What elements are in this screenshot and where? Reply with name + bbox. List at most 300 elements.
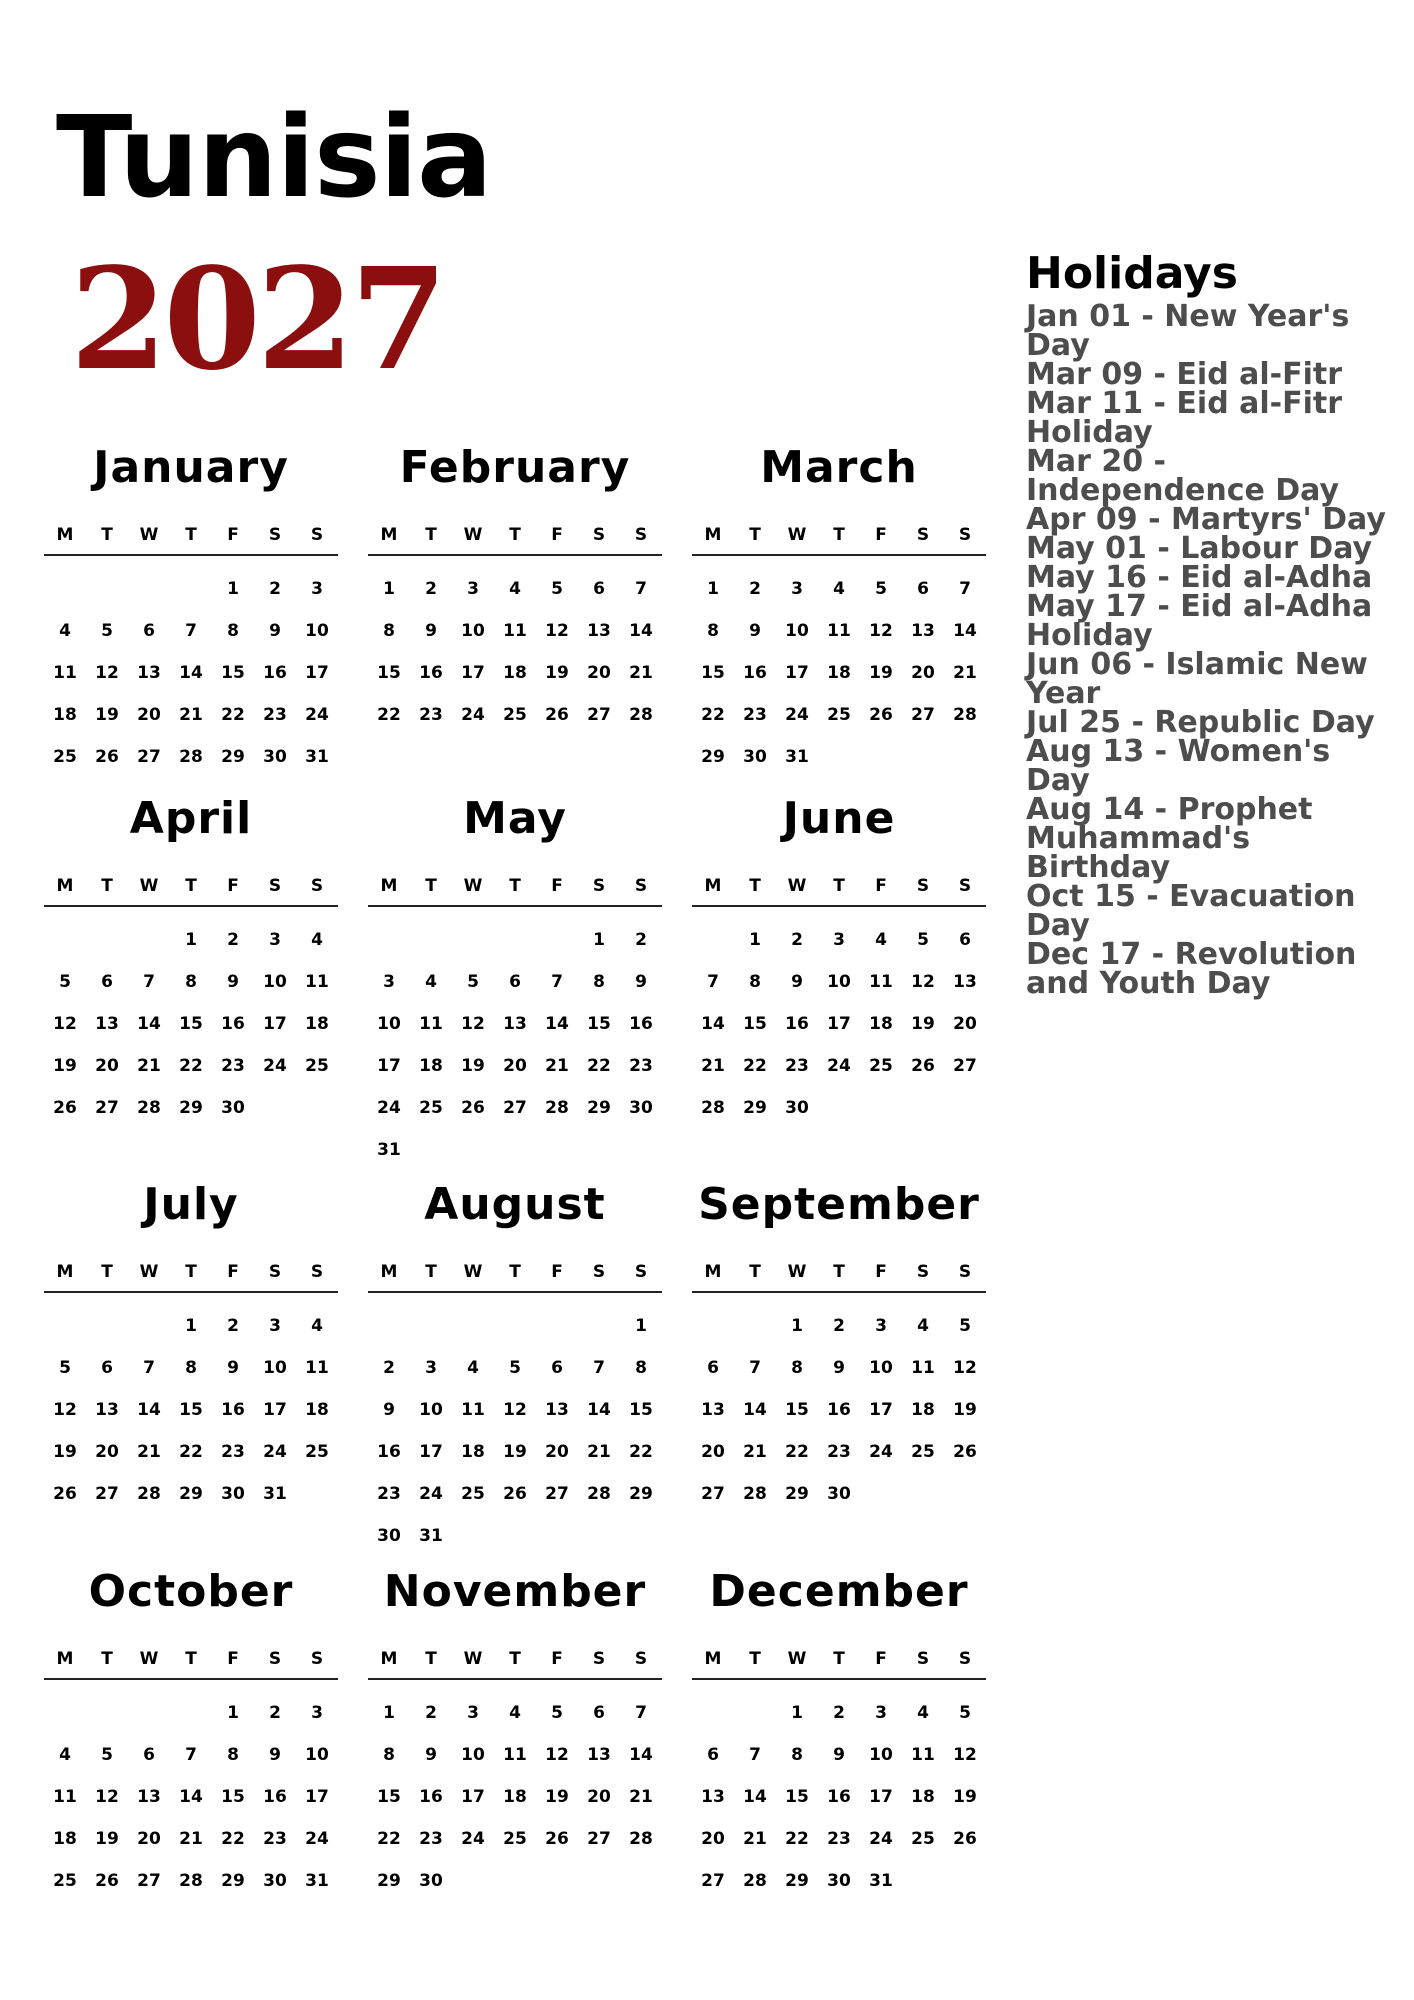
day-cell: 21 <box>179 705 203 725</box>
empty-day-cell <box>86 1692 128 1734</box>
empty-day-cell <box>128 1692 170 1734</box>
weekday-header <box>692 1648 986 1680</box>
day-cell: 15 <box>377 663 401 683</box>
weekday-label: T <box>101 1649 113 1669</box>
day-cell: 8 <box>791 1358 803 1378</box>
day-cell: 23 <box>785 1056 809 1076</box>
day-cell: 28 <box>743 1871 767 1891</box>
day-cell: 9 <box>269 1745 281 1765</box>
weekday-label: F <box>875 876 887 896</box>
weekday-label: T <box>101 1262 113 1282</box>
day-cell: 18 <box>461 1442 485 1462</box>
day-cell: 5 <box>59 1358 71 1378</box>
month-may <box>368 793 662 1171</box>
month-june <box>692 793 986 1129</box>
day-cell: 21 <box>545 1056 569 1076</box>
day-cell: 5 <box>959 1703 971 1723</box>
day-cell: 31 <box>785 747 809 767</box>
day-cell: 25 <box>911 1442 935 1462</box>
day-cell: 1 <box>791 1316 803 1336</box>
weekday-label: S <box>268 1262 282 1282</box>
weekday-label: W <box>139 876 159 896</box>
day-cell: 3 <box>311 1703 323 1723</box>
day-cell: 14 <box>137 1014 161 1034</box>
day-cell: 22 <box>785 1442 809 1462</box>
day-cell: 20 <box>137 705 161 725</box>
weekday-label: S <box>916 876 930 896</box>
day-cell: 13 <box>503 1014 527 1034</box>
day-cell: 19 <box>461 1056 485 1076</box>
holiday-item: Apr 09 - Martyrs' Day <box>1026 502 1386 537</box>
weekday-label: W <box>463 525 483 545</box>
day-cell: 24 <box>869 1829 893 1849</box>
day-cell: 5 <box>59 972 71 992</box>
month-november <box>368 1566 662 1902</box>
day-cell: 4 <box>509 579 521 599</box>
day-cell: 4 <box>917 1316 929 1336</box>
day-cell: 22 <box>701 705 725 725</box>
day-cell: 29 <box>701 747 725 767</box>
day-cell: 17 <box>263 1400 287 1420</box>
day-cell: 7 <box>551 972 563 992</box>
day-cell: 11 <box>461 1400 485 1420</box>
day-cell: 24 <box>419 1484 443 1504</box>
day-cell: 16 <box>263 1787 287 1807</box>
day-cell: 13 <box>137 1787 161 1807</box>
day-cell: 11 <box>503 1745 527 1765</box>
day-cell: 15 <box>785 1400 809 1420</box>
day-cell: 4 <box>467 1358 479 1378</box>
day-cell: 7 <box>707 972 719 992</box>
day-cell: 20 <box>911 663 935 683</box>
weekday-header <box>44 1648 338 1680</box>
holiday-item: May 16 - Eid al-Adha <box>1026 560 1373 595</box>
empty-day-cell <box>128 1305 170 1347</box>
weekday-label: M <box>380 525 398 545</box>
day-cell: 2 <box>269 579 281 599</box>
day-cell: 10 <box>263 972 287 992</box>
day-cell: 25 <box>419 1098 443 1118</box>
day-cell: 29 <box>785 1871 809 1891</box>
day-cell: 27 <box>587 705 611 725</box>
empty-day-cell <box>368 919 410 961</box>
day-cell: 21 <box>953 663 977 683</box>
day-cell: 2 <box>749 579 761 599</box>
day-cell: 15 <box>743 1014 767 1034</box>
month-january <box>44 442 338 778</box>
day-cell: 19 <box>545 663 569 683</box>
day-cell: 9 <box>833 1358 845 1378</box>
day-cell: 1 <box>185 930 197 950</box>
day-cell: 24 <box>263 1442 287 1462</box>
day-cell: 12 <box>911 972 935 992</box>
day-cell: 17 <box>785 663 809 683</box>
weekday-label: S <box>310 1649 324 1669</box>
day-cell: 23 <box>629 1056 653 1076</box>
weekday-header <box>692 1261 986 1293</box>
weekday-label: S <box>592 876 606 896</box>
weekday-label: M <box>380 1649 398 1669</box>
day-cell: 16 <box>827 1787 851 1807</box>
day-cell: 1 <box>635 1316 647 1336</box>
day-cell: 4 <box>311 1316 323 1336</box>
day-cell: 13 <box>95 1400 119 1420</box>
weekday-label: S <box>916 1649 930 1669</box>
day-cell: 14 <box>743 1400 767 1420</box>
weekday-label: T <box>185 876 197 896</box>
day-cell: 25 <box>911 1829 935 1849</box>
day-cell: 20 <box>587 1787 611 1807</box>
day-cell: 4 <box>509 1703 521 1723</box>
day-cell: 11 <box>419 1014 443 1034</box>
day-cell: 21 <box>701 1056 725 1076</box>
day-cell: 24 <box>827 1056 851 1076</box>
day-cell: 3 <box>269 1316 281 1336</box>
day-cell: 8 <box>227 1745 239 1765</box>
month-july <box>44 1179 338 1515</box>
day-cell: 17 <box>869 1400 893 1420</box>
month-title: March <box>760 442 918 493</box>
weekday-label: S <box>958 1649 972 1669</box>
day-cell: 4 <box>59 1745 71 1765</box>
day-cell: 1 <box>383 1703 395 1723</box>
day-cell: 23 <box>743 705 767 725</box>
day-cell: 22 <box>785 1829 809 1849</box>
day-cell: 1 <box>791 1703 803 1723</box>
day-grid <box>692 1692 986 1902</box>
weekday-label: S <box>268 876 282 896</box>
weekday-label: F <box>551 876 563 896</box>
holiday-item: May 01 - Labour Day <box>1026 531 1373 566</box>
day-cell: 19 <box>53 1442 77 1462</box>
weekday-label: F <box>551 1649 563 1669</box>
day-cell: 18 <box>419 1056 443 1076</box>
day-cell: 11 <box>53 663 77 683</box>
day-cell: 28 <box>137 1484 161 1504</box>
empty-day-cell <box>410 1305 452 1347</box>
day-cell: 17 <box>419 1442 443 1462</box>
day-cell: 1 <box>227 1703 239 1723</box>
month-august <box>368 1179 662 1557</box>
weekday-label: M <box>704 1262 722 1282</box>
day-cell: 10 <box>869 1358 893 1378</box>
day-grid <box>692 1305 986 1515</box>
weekday-label: T <box>425 1649 437 1669</box>
day-cell: 22 <box>743 1056 767 1076</box>
weekday-header <box>44 875 338 907</box>
weekday-label: S <box>268 1649 282 1669</box>
day-cell: 16 <box>827 1400 851 1420</box>
weekday-label: S <box>310 525 324 545</box>
day-cell: 10 <box>305 1745 329 1765</box>
day-cell: 26 <box>545 705 569 725</box>
day-cell: 2 <box>635 930 647 950</box>
holiday-item: Jun 06 - Islamic New Year <box>1026 647 1368 711</box>
empty-day-cell <box>494 1305 536 1347</box>
day-cell: 26 <box>869 705 893 725</box>
weekday-label: W <box>139 1649 159 1669</box>
weekday-header <box>44 1261 338 1293</box>
day-cell: 10 <box>785 621 809 641</box>
weekday-header <box>368 1261 662 1293</box>
day-cell: 20 <box>545 1442 569 1462</box>
day-cell: 26 <box>53 1484 77 1504</box>
holidays-title: Holidays <box>1026 248 1238 299</box>
weekday-label: S <box>310 876 324 896</box>
day-cell: 6 <box>101 972 113 992</box>
day-cell: 26 <box>953 1829 977 1849</box>
day-grid <box>44 1305 338 1515</box>
day-cell: 26 <box>461 1098 485 1118</box>
day-cell: 30 <box>827 1871 851 1891</box>
day-cell: 23 <box>419 705 443 725</box>
day-cell: 29 <box>221 1871 245 1891</box>
empty-day-cell <box>734 1305 776 1347</box>
day-cell: 13 <box>587 621 611 641</box>
day-cell: 25 <box>503 1829 527 1849</box>
weekday-label: T <box>425 1262 437 1282</box>
day-cell: 28 <box>629 1829 653 1849</box>
empty-day-cell <box>734 1692 776 1734</box>
day-cell: 16 <box>419 1787 443 1807</box>
month-title: April <box>129 793 253 844</box>
empty-day-cell <box>536 919 578 961</box>
weekday-label: T <box>509 525 521 545</box>
weekday-label: T <box>425 525 437 545</box>
day-cell: 19 <box>95 1829 119 1849</box>
weekday-label: T <box>833 525 845 545</box>
day-cell: 30 <box>377 1526 401 1546</box>
day-cell: 20 <box>587 663 611 683</box>
day-cell: 26 <box>545 1829 569 1849</box>
day-cell: 27 <box>701 1871 725 1891</box>
day-cell: 4 <box>833 579 845 599</box>
day-cell: 12 <box>461 1014 485 1034</box>
day-cell: 15 <box>179 1014 203 1034</box>
empty-day-cell <box>452 1305 494 1347</box>
day-cell: 11 <box>53 1787 77 1807</box>
month-title: December <box>709 1566 969 1617</box>
day-cell: 30 <box>629 1098 653 1118</box>
day-cell: 14 <box>179 1787 203 1807</box>
day-cell: 18 <box>503 663 527 683</box>
day-cell: 19 <box>869 663 893 683</box>
day-cell: 24 <box>377 1098 401 1118</box>
weekday-label: W <box>139 1262 159 1282</box>
day-cell: 5 <box>101 1745 113 1765</box>
day-cell: 7 <box>635 1703 647 1723</box>
day-cell: 25 <box>305 1056 329 1076</box>
day-cell: 12 <box>95 663 119 683</box>
day-cell: 8 <box>227 621 239 641</box>
day-cell: 15 <box>179 1400 203 1420</box>
day-cell: 16 <box>629 1014 653 1034</box>
day-cell: 1 <box>185 1316 197 1336</box>
day-cell: 9 <box>791 972 803 992</box>
weekday-label: M <box>380 876 398 896</box>
day-cell: 11 <box>305 972 329 992</box>
holiday-item: Mar 20 - Independence Day <box>1026 444 1340 508</box>
day-cell: 23 <box>221 1442 245 1462</box>
weekday-label: M <box>56 1262 74 1282</box>
weekday-label: T <box>509 1262 521 1282</box>
empty-day-cell <box>44 1305 86 1347</box>
day-cell: 25 <box>869 1056 893 1076</box>
day-cell: 8 <box>791 1745 803 1765</box>
weekday-label: T <box>833 1649 845 1669</box>
day-cell: 18 <box>869 1014 893 1034</box>
day-cell: 29 <box>179 1098 203 1118</box>
day-cell: 26 <box>95 747 119 767</box>
weekday-label: F <box>227 876 239 896</box>
weekday-label: M <box>56 1649 74 1669</box>
weekday-label: W <box>463 876 483 896</box>
day-cell: 6 <box>143 621 155 641</box>
day-cell: 7 <box>593 1358 605 1378</box>
day-cell: 3 <box>467 579 479 599</box>
day-cell: 4 <box>311 930 323 950</box>
day-cell: 29 <box>221 747 245 767</box>
day-cell: 8 <box>383 1745 395 1765</box>
day-cell: 12 <box>953 1358 977 1378</box>
day-cell: 2 <box>833 1703 845 1723</box>
day-cell: 14 <box>953 621 977 641</box>
day-cell: 27 <box>911 705 935 725</box>
weekday-header <box>368 1648 662 1680</box>
day-cell: 5 <box>467 972 479 992</box>
day-cell: 6 <box>959 930 971 950</box>
day-cell: 20 <box>95 1056 119 1076</box>
holiday-item: Mar 09 - Eid al-Fitr <box>1026 357 1343 392</box>
weekday-label: T <box>185 1649 197 1669</box>
month-title: July <box>143 1179 239 1230</box>
day-cell: 1 <box>707 579 719 599</box>
weekday-label: W <box>787 876 807 896</box>
month-december <box>692 1566 986 1902</box>
day-cell: 13 <box>701 1400 725 1420</box>
day-cell: 20 <box>95 1442 119 1462</box>
month-title: May <box>463 793 567 844</box>
day-cell: 5 <box>959 1316 971 1336</box>
weekday-label: S <box>958 525 972 545</box>
day-cell: 29 <box>743 1098 767 1118</box>
day-cell: 29 <box>179 1484 203 1504</box>
day-cell: 18 <box>827 663 851 683</box>
day-cell: 30 <box>785 1098 809 1118</box>
day-cell: 29 <box>785 1484 809 1504</box>
day-cell: 17 <box>869 1787 893 1807</box>
day-grid <box>368 1305 662 1557</box>
day-cell: 16 <box>263 663 287 683</box>
day-cell: 10 <box>419 1400 443 1420</box>
day-cell: 21 <box>743 1829 767 1849</box>
holiday-item: Jan 01 - New Year's Day <box>1026 299 1350 363</box>
day-cell: 22 <box>179 1056 203 1076</box>
day-cell: 17 <box>377 1056 401 1076</box>
day-cell: 19 <box>953 1400 977 1420</box>
day-cell: 2 <box>227 930 239 950</box>
day-cell: 28 <box>953 705 977 725</box>
day-cell: 28 <box>545 1098 569 1118</box>
weekday-label: T <box>425 876 437 896</box>
empty-day-cell <box>170 1692 212 1734</box>
weekday-label: W <box>463 1649 483 1669</box>
day-cell: 4 <box>425 972 437 992</box>
day-cell: 18 <box>911 1787 935 1807</box>
day-cell: 9 <box>635 972 647 992</box>
day-cell: 13 <box>953 972 977 992</box>
weekday-label: S <box>592 1649 606 1669</box>
day-cell: 3 <box>467 1703 479 1723</box>
empty-day-cell <box>410 919 452 961</box>
day-cell: 4 <box>59 621 71 641</box>
day-cell: 20 <box>701 1829 725 1849</box>
month-title: September <box>698 1179 980 1230</box>
day-cell: 17 <box>305 1787 329 1807</box>
day-grid <box>368 919 662 1171</box>
day-cell: 19 <box>95 705 119 725</box>
day-cell: 11 <box>305 1358 329 1378</box>
day-cell: 1 <box>593 930 605 950</box>
day-cell: 28 <box>137 1098 161 1118</box>
weekday-label: T <box>509 1649 521 1669</box>
day-cell: 7 <box>749 1358 761 1378</box>
day-cell: 13 <box>137 663 161 683</box>
holiday-list <box>1026 299 1398 1001</box>
day-cell: 8 <box>707 621 719 641</box>
day-cell: 27 <box>95 1484 119 1504</box>
day-cell: 6 <box>707 1745 719 1765</box>
weekday-label: S <box>916 525 930 545</box>
day-cell: 6 <box>707 1358 719 1378</box>
day-cell: 21 <box>629 1787 653 1807</box>
day-grid <box>692 919 986 1129</box>
day-cell: 19 <box>53 1056 77 1076</box>
day-cell: 15 <box>221 1787 245 1807</box>
day-cell: 2 <box>383 1358 395 1378</box>
day-cell: 27 <box>545 1484 569 1504</box>
day-cell: 11 <box>911 1745 935 1765</box>
day-cell: 8 <box>185 1358 197 1378</box>
day-cell: 22 <box>587 1056 611 1076</box>
day-cell: 8 <box>635 1358 647 1378</box>
day-cell: 22 <box>377 1829 401 1849</box>
weekday-header <box>44 524 338 556</box>
weekday-header <box>692 524 986 556</box>
empty-day-cell <box>128 568 170 610</box>
day-cell: 15 <box>629 1400 653 1420</box>
weekday-label: F <box>875 1262 887 1282</box>
day-cell: 27 <box>95 1098 119 1118</box>
month-march <box>692 442 986 778</box>
day-cell: 15 <box>701 663 725 683</box>
weekday-label: F <box>227 1649 239 1669</box>
day-cell: 18 <box>305 1400 329 1420</box>
day-grid <box>368 1692 662 1902</box>
day-cell: 28 <box>587 1484 611 1504</box>
day-cell: 23 <box>221 1056 245 1076</box>
day-cell: 1 <box>749 930 761 950</box>
day-cell: 25 <box>53 747 77 767</box>
month-title: October <box>88 1566 294 1617</box>
day-cell: 12 <box>95 1787 119 1807</box>
day-cell: 5 <box>917 930 929 950</box>
day-cell: 25 <box>53 1871 77 1891</box>
day-cell: 11 <box>911 1358 935 1378</box>
day-cell: 6 <box>593 1703 605 1723</box>
day-cell: 24 <box>461 1829 485 1849</box>
day-cell: 14 <box>743 1787 767 1807</box>
